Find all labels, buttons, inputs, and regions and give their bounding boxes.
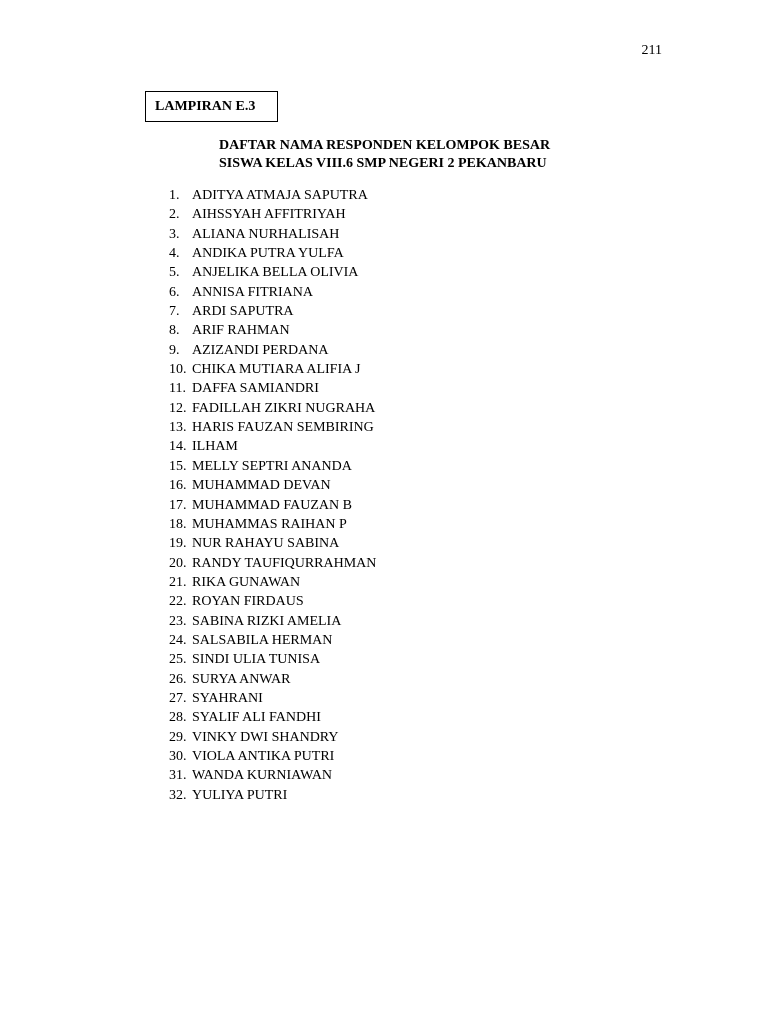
- list-item: [169, 554, 376, 573]
- list-item: [169, 534, 376, 553]
- list-item-number: 21.: [169, 574, 187, 590]
- list-item-name: CHIKA MUTIARA ALIFIA J: [192, 362, 361, 378]
- list-item-number: 4.: [169, 246, 180, 262]
- list-item-number: 25.: [169, 652, 187, 668]
- list-item: [169, 283, 376, 302]
- list-item-name: AIHSSYAH AFFITRIYAH: [192, 207, 346, 223]
- list-item-name: RIKA GUNAWAN: [192, 574, 301, 590]
- list-item-number: 11.: [169, 381, 186, 397]
- list-item-number: 31.: [169, 768, 187, 784]
- list-item-number: 2.: [169, 207, 180, 223]
- list-item: [169, 225, 376, 244]
- list-item-number: 14.: [169, 439, 187, 455]
- list-item: [169, 592, 376, 611]
- list-item-number: 1.: [169, 188, 180, 203]
- list-item-number: 22.: [169, 594, 187, 610]
- list-item: [169, 418, 376, 437]
- list-item: [169, 399, 376, 418]
- list-item: [169, 515, 376, 534]
- list-item: [169, 747, 376, 766]
- list-item: [169, 437, 376, 456]
- list-item-name: MUHAMMAD DEVAN: [192, 478, 331, 494]
- list-item: [169, 612, 376, 631]
- list-item-name: HARIS FAUZAN SEMBIRING: [192, 420, 374, 436]
- list-item-name: SYAHRANI: [192, 690, 263, 706]
- title-line-2: SISWA KELAS VIII.6 SMP NEGERI 2 PEKANBARU: [219, 156, 547, 171]
- list-item-number: 32.: [169, 787, 187, 803]
- list-item-number: 7.: [169, 304, 180, 320]
- list-item: [169, 689, 376, 708]
- list-item: [169, 670, 376, 689]
- list-item-name: SYALIF ALI FANDHI: [192, 710, 321, 726]
- list-item-number: 8.: [169, 323, 180, 339]
- respondent-list: [169, 186, 376, 805]
- list-item: [169, 786, 376, 805]
- list-item: [169, 650, 376, 669]
- list-item: [169, 631, 376, 650]
- title-line-1: DAFTAR NAMA RESPONDEN KELOMPOK BESAR: [219, 138, 551, 153]
- list-item-number: 16.: [169, 478, 187, 494]
- list-item: [169, 573, 376, 592]
- list-item-number: 13.: [169, 420, 187, 436]
- list-item-number: 26.: [169, 671, 187, 687]
- list-item-number: 10.: [169, 362, 187, 378]
- list-item-name: ANJELIKA BELLA OLIVIA: [192, 265, 359, 281]
- list-item-number: 5.: [169, 265, 180, 281]
- list-item-number: 20.: [169, 555, 187, 571]
- list-item: [169, 457, 376, 476]
- list-item: [169, 766, 376, 785]
- list-item: [169, 244, 376, 263]
- list-item: [169, 263, 376, 282]
- list-item-number: 18.: [169, 516, 187, 532]
- list-item-number: 6.: [169, 284, 180, 300]
- list-item-number: 23.: [169, 613, 187, 629]
- list-item-name: ALIANA NURHALISAH: [192, 226, 340, 242]
- list-item: [169, 360, 376, 379]
- list-item-name: MUHAMMAS RAIHAN P: [192, 516, 347, 532]
- list-item: [169, 708, 376, 727]
- list-item-name: ADITYA ATMAJA SAPUTRA: [192, 188, 368, 203]
- list-item-name: SINDI ULIA TUNISA: [192, 652, 321, 668]
- list-item-name: SALSABILA HERMAN: [192, 632, 333, 648]
- list-item-name: WANDA KURNIAWAN: [192, 768, 333, 784]
- list-item-number: 24.: [169, 632, 187, 648]
- list-item: [169, 186, 376, 205]
- list-item: [169, 321, 376, 340]
- list-item-name: SABINA RIZKI AMELIA: [192, 613, 342, 629]
- appendix-label: LAMPIRAN E.3: [145, 91, 278, 122]
- list-item-number: 12.: [169, 400, 187, 416]
- list-item-number: 29.: [169, 729, 187, 745]
- list-item-number: 3.: [169, 226, 180, 242]
- list-item-name: DAFFA SAMIANDRI: [192, 381, 319, 397]
- list-item: [169, 205, 376, 224]
- list-item-name: YULIYA PUTRI: [192, 787, 288, 803]
- list-item-name: VINKY DWI SHANDRY: [192, 729, 339, 745]
- page-number: 211: [641, 43, 662, 58]
- list-item-name: MELLY SEPTRI ANANDA: [192, 458, 352, 474]
- list-item-name: FADILLAH ZIKRI NUGRAHA: [192, 400, 376, 416]
- list-item: [169, 476, 376, 495]
- list-item-name: MUHAMMAD FAUZAN B: [192, 497, 352, 513]
- list-item-number: 17.: [169, 497, 187, 513]
- list-item-number: 27.: [169, 690, 187, 706]
- list-item-name: AZIZANDI PERDANA: [192, 342, 329, 358]
- list-item-number: 15.: [169, 458, 187, 474]
- list-item-number: 9.: [169, 342, 180, 358]
- list-item-number: 28.: [169, 710, 187, 726]
- list-item-name: RANDY TAUFIQURRAHMAN: [192, 555, 377, 571]
- list-item-name: ANNISA FITRIANA: [192, 284, 313, 300]
- document-title: [219, 137, 550, 173]
- list-item-name: NUR RAHAYU SABINA: [192, 536, 340, 552]
- list-item-number: 19.: [169, 536, 187, 552]
- list-item-number: 30.: [169, 748, 187, 764]
- list-item: [169, 302, 376, 321]
- list-item-name: ARDI SAPUTRA: [192, 304, 294, 320]
- list-item: [169, 341, 376, 360]
- list-item-name: ROYAN FIRDAUS: [192, 594, 304, 610]
- list-item-name: VIOLA ANTIKA PUTRI: [192, 748, 335, 764]
- list-item-name: ARIF RAHMAN: [192, 323, 290, 339]
- list-item: [169, 496, 376, 515]
- list-item-name: ILHAM: [192, 439, 238, 455]
- list-item-name: ANDIKA PUTRA YULFA: [192, 246, 344, 262]
- list-item: [169, 728, 376, 747]
- list-item-name: SURYA ANWAR: [192, 671, 291, 687]
- list-item: [169, 379, 376, 398]
